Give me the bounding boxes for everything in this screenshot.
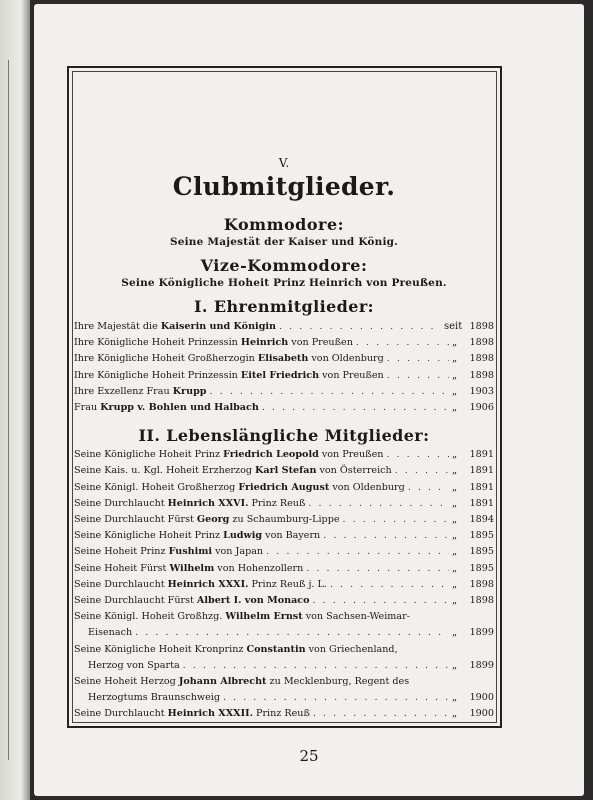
member-year: 1894: [469, 514, 494, 526]
member-row: [74, 480, 494, 496]
member-year: 1895: [469, 546, 494, 558]
member-prefix: Seine Hoheit Herzog: [74, 676, 179, 688]
chapter-title: Clubmitglieder.: [172, 172, 396, 201]
member-name: Kaiserin und Königin: [160, 321, 277, 332]
leader-dots: [330, 577, 449, 593]
leader-dots: [387, 351, 449, 367]
member-row: [74, 447, 494, 463]
leader-dots: [387, 368, 449, 384]
member-name: Albert I. von Monaco: [196, 595, 310, 607]
member-prefix: Frau: [74, 402, 101, 414]
leader-dots: [386, 447, 449, 463]
member-suffix: von Österreich: [316, 465, 392, 477]
member-continuation: Herzog von Sparta: [88, 659, 180, 671]
ehrenmitglieder-title: I. Ehrenmitglieder:: [194, 297, 374, 316]
member-year: 1898: [469, 321, 494, 332]
member-name: Georg: [196, 514, 230, 526]
member-row: [74, 351, 494, 367]
member-row: [74, 400, 494, 416]
member-row: [74, 335, 494, 351]
ditto-mark: „: [452, 627, 458, 639]
member-year: 1895: [469, 562, 494, 574]
member-suffix: von Preußen: [288, 337, 353, 349]
member-prefix: Seine Hoheit Prinz: [74, 546, 169, 558]
leader-dots: [183, 658, 449, 674]
member-year: 1898: [469, 595, 494, 607]
member-continuation: Eisenach: [88, 627, 133, 639]
member-row-line2: [74, 690, 494, 706]
ditto-mark: „: [452, 692, 458, 704]
ditto-mark: „: [452, 385, 458, 397]
member-text: [74, 480, 405, 496]
member-year: 1906: [469, 402, 494, 414]
member-year: 1891: [469, 465, 494, 477]
ditto-mark: „: [452, 481, 458, 493]
leader-dots: [279, 319, 441, 335]
ditto-mark: „: [452, 353, 458, 365]
member-name: Johann Albrecht: [178, 676, 267, 688]
member-year: 1891: [469, 481, 494, 493]
member-row-line2: [74, 658, 494, 674]
member-year: 1900: [469, 692, 494, 704]
since-mark: seit: [444, 321, 463, 332]
leader-dots: [395, 463, 449, 479]
kommodore-title: Kommodore:: [223, 215, 345, 234]
member-prefix: Ihre Exzellenz Frau: [74, 385, 173, 397]
member-prefix: Seine Königl. Hoheit Großhzg.: [74, 611, 226, 623]
member-year: 1891: [469, 497, 494, 509]
member-prefix: Seine Durchlaucht: [74, 497, 168, 509]
member-prefix: Seine Hoheit Fürst: [74, 562, 170, 574]
member-suffix: zu Schaumburg-Lippe: [229, 514, 340, 526]
member-text: [74, 496, 305, 512]
member-suffix: von Hohenzollern: [214, 562, 304, 574]
ditto-mark: „: [452, 402, 458, 414]
member-suffix: von Preußen: [318, 449, 384, 461]
member-text: [74, 674, 409, 690]
leader-dots: [135, 625, 449, 641]
member-row: [74, 496, 494, 512]
member-suffix: zu Mecklenburg, Regent des: [266, 676, 410, 688]
member-text: [74, 561, 303, 577]
member-row: [74, 577, 494, 593]
member-suffix: von Sachsen-Weimar-: [302, 611, 410, 623]
member-year: 1903: [469, 385, 494, 397]
member-year: 1898: [469, 369, 494, 381]
member-text: [74, 368, 384, 384]
member-entry-multiline: [74, 674, 494, 706]
member-year: 1899: [469, 659, 494, 671]
member-row: [74, 384, 494, 400]
member-name: Friedrich August: [238, 481, 330, 493]
ditto-mark: „: [452, 497, 458, 509]
member-text: [74, 577, 327, 593]
member-name: Krupp v. Bohlen und Halbach: [100, 402, 259, 414]
leader-dots: [306, 561, 449, 577]
member-name: Eitel Friedrich: [240, 369, 320, 381]
member-name: Elisabeth: [257, 353, 309, 365]
member-text: [74, 384, 207, 400]
vize-kommodore-title: Vize-Kommodore:: [200, 256, 368, 275]
member-text: [74, 463, 392, 479]
ditto-mark: „: [452, 530, 458, 542]
member-suffix: Prinz Reuß: [248, 497, 306, 509]
member-text: [74, 528, 320, 544]
page-number: 25: [299, 747, 319, 765]
member-prefix: Ihre Königliche Hoheit Prinzessin: [74, 337, 241, 349]
member-year: 1900: [469, 708, 494, 720]
member-prefix: Ihre Königliche Hoheit Prinzessin: [74, 369, 241, 381]
lebenslaengliche-list: [74, 447, 494, 722]
ditto-mark: „: [452, 595, 458, 607]
member-row: [74, 561, 494, 577]
member-prefix: Seine Durchlaucht: [74, 708, 168, 720]
member-suffix: von Japan: [212, 546, 264, 558]
member-name: Heinrich XXVI.: [167, 497, 249, 509]
leader-dots: [262, 400, 449, 416]
leader-dots: [266, 544, 449, 560]
member-name: Wilhelm: [169, 562, 215, 574]
member-suffix: Prinz Reuß: [252, 708, 310, 720]
ehrenmitglieder-list: [74, 319, 494, 416]
member-name: Wilhelm Ernst: [225, 611, 303, 623]
member-name: Constantin: [246, 643, 306, 655]
leader-dots: [343, 512, 449, 528]
member-name: Friedrich Leopold: [223, 449, 319, 461]
member-row-line1: [74, 642, 494, 658]
member-prefix: Seine Durchlaucht: [74, 578, 168, 590]
member-continuation: Herzogtums Braunschweig: [88, 692, 220, 704]
member-suffix: von Oldenburg: [329, 481, 405, 493]
member-name: Heinrich XXXI.: [167, 578, 249, 590]
member-prefix: Seine Königliche Hoheit Prinz: [74, 530, 224, 542]
member-suffix: von Bayern: [262, 530, 321, 542]
member-entry-multiline: [74, 642, 494, 674]
member-name: Fushimi: [168, 546, 213, 558]
member-year: 1895: [469, 530, 494, 542]
ditto-mark: „: [452, 369, 458, 381]
leader-dots: [223, 690, 449, 706]
chapter-number: V.: [278, 156, 290, 170]
member-row: [74, 463, 494, 479]
member-row: [74, 706, 494, 722]
member-row: [74, 544, 494, 560]
left-page-edge: [0, 0, 30, 800]
lebenslaengliche-title: II. Lebenslängliche Mitglieder:: [138, 426, 430, 446]
member-text: [74, 512, 340, 528]
member-year: 1898: [469, 578, 494, 590]
member-prefix: Seine Königliche Hoheit Prinz: [74, 449, 224, 461]
left-page-rule: [8, 60, 9, 760]
member-prefix: Seine Kais. u. Kgl. Hoheit Erzherzog: [74, 465, 256, 477]
leader-dots: [323, 528, 449, 544]
member-text: [74, 609, 410, 625]
member-year: 1899: [469, 627, 494, 639]
page-content: [74, 156, 494, 723]
member-year: 1898: [469, 337, 494, 349]
ditto-mark: „: [452, 449, 458, 461]
ditto-mark: „: [452, 465, 458, 477]
member-prefix: Ihre Majestät die: [74, 321, 161, 332]
member-entry-multiline: [74, 609, 494, 641]
member-text: [74, 319, 276, 335]
ditto-mark: „: [452, 337, 458, 349]
member-text: [74, 400, 259, 416]
book-page: [34, 4, 584, 796]
ditto-mark: „: [452, 546, 458, 558]
member-row-line2: [74, 625, 494, 641]
member-prefix: Seine Königliche Hoheit Kronprinz: [74, 643, 247, 655]
member-name: Ludwig: [223, 530, 263, 542]
ditto-mark: „: [452, 562, 458, 574]
member-row: [74, 319, 494, 335]
member-suffix: Prinz Reuß j. L.: [248, 578, 327, 590]
vize-kommodore-name: Seine Königliche Hoheit Prinz Heinrich von Preußen.: [121, 277, 447, 289]
member-name: Karl Stefan: [255, 465, 317, 477]
member-text: [74, 544, 263, 560]
member-text: [74, 351, 384, 367]
member-row: [74, 368, 494, 384]
member-text: [74, 447, 383, 463]
ditto-mark: „: [452, 708, 458, 720]
member-suffix: von Oldenburg: [308, 353, 384, 365]
leader-dots: [308, 496, 449, 512]
leader-dots: [313, 706, 449, 722]
member-year: 1891: [469, 449, 494, 461]
member-name: Krupp: [172, 385, 207, 397]
member-text: [74, 593, 310, 609]
ditto-mark: „: [452, 659, 458, 671]
member-row-line1: [74, 674, 494, 690]
ditto-mark: „: [452, 514, 458, 526]
leader-dots: [408, 480, 449, 496]
member-prefix: Seine Durchlaucht Fürst: [74, 595, 197, 607]
member-name: Heinrich: [240, 337, 289, 349]
member-suffix: von Preußen: [319, 369, 384, 381]
member-prefix: Seine Königl. Hoheit Großherzog: [74, 481, 239, 493]
member-row-line1: [74, 609, 494, 625]
member-text: [74, 642, 398, 658]
member-suffix: von Griechenland,: [305, 643, 398, 655]
member-row: [74, 593, 494, 609]
member-prefix: Seine Durchlaucht Fürst: [74, 514, 197, 526]
member-prefix: Ihre Königliche Hoheit Großherzogin: [74, 353, 258, 365]
member-row: [74, 512, 494, 528]
leader-dots: [313, 593, 449, 609]
ditto-mark: „: [452, 578, 458, 590]
member-text: [74, 706, 310, 722]
kommodore-name: Seine Majestät der Kaiser und König.: [169, 236, 399, 248]
leader-dots: [210, 384, 449, 400]
leader-dots: [356, 335, 449, 351]
member-name: Heinrich XXXII.: [167, 708, 253, 720]
member-year: 1898: [469, 353, 494, 365]
member-row: [74, 528, 494, 544]
member-text: [74, 335, 353, 351]
